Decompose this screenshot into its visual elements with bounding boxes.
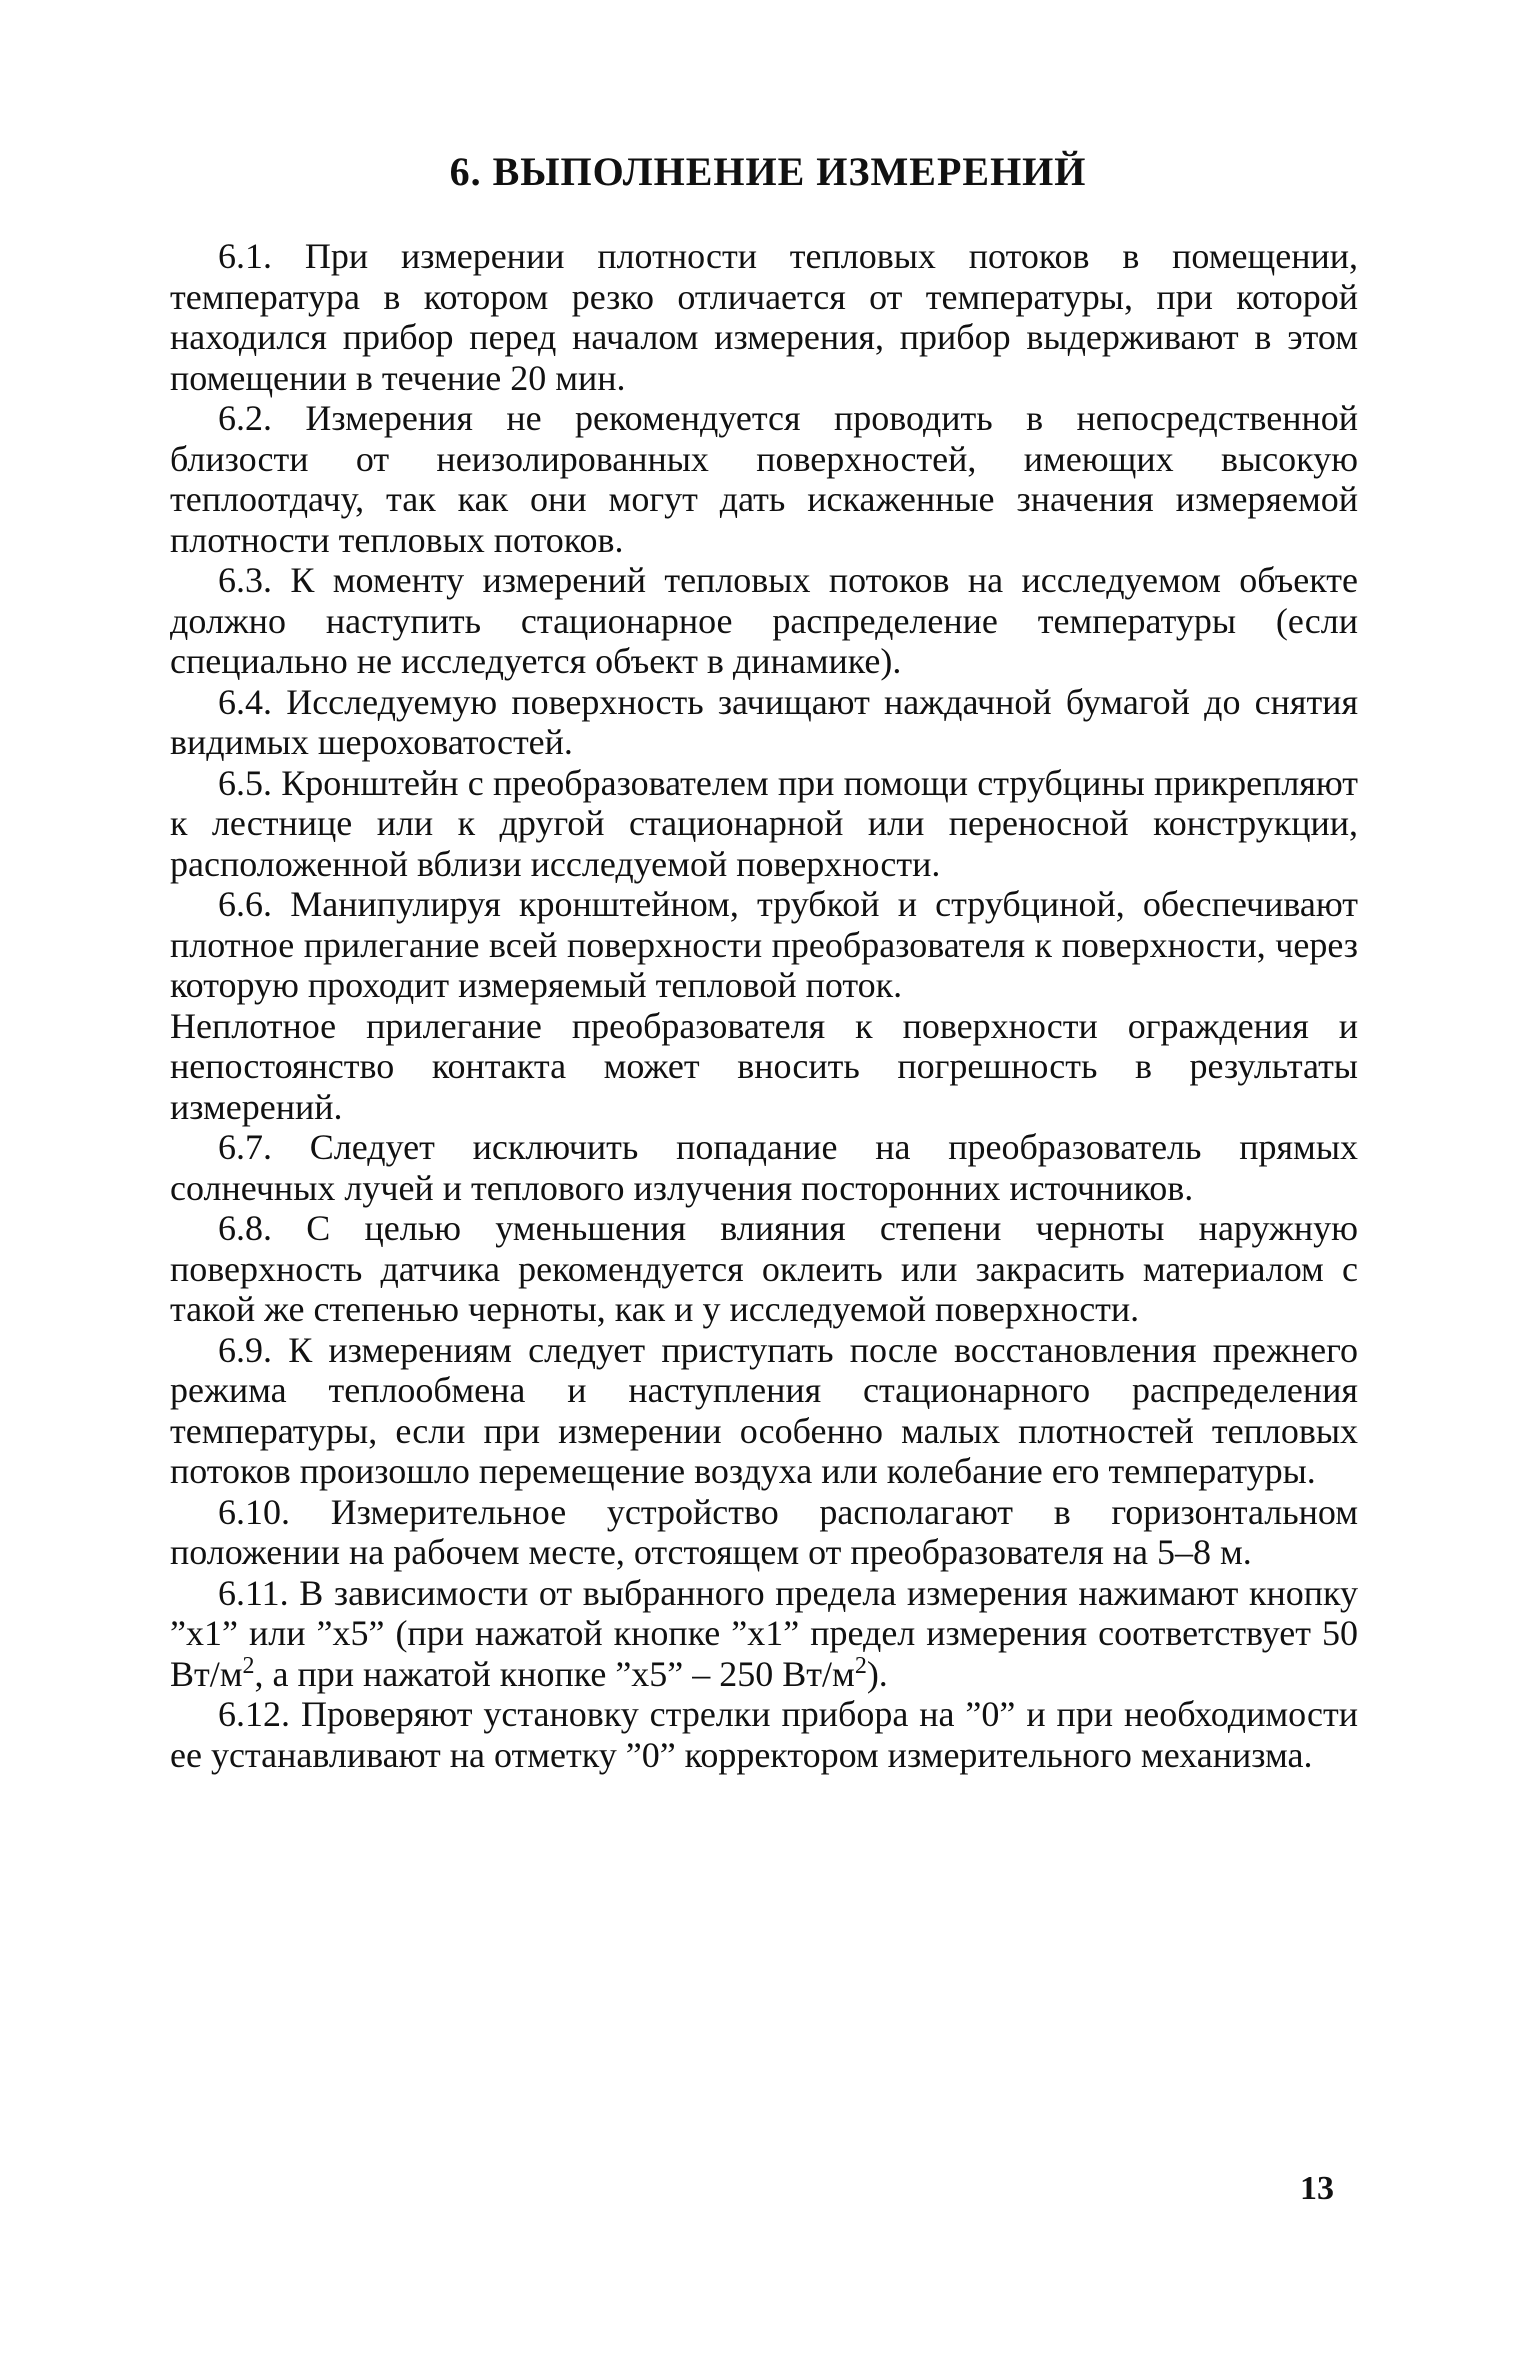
paragraph-6-6-note: Неплотное прилегание преобразователя к поверхности ограждения и непостоянство контакта может вносить погрешность в результаты измерений. xyxy=(170,1005,1358,1127)
page-number: 13 xyxy=(1300,2170,1334,2207)
paragraph-6-10: 6.10. Измерительное устройство располагают в горизонтальном положении на рабочем месте, отстоящем от преобразователя на 5–8 м. xyxy=(170,1491,1358,1572)
paragraph-6-6: 6.6. Манипулируя кронштейном, трубкой и струбциной, обеспечивают плотное прилегание всей поверхности преобразователя к поверхности, через которую проходит измеряемый тепловой поток. xyxy=(170,884,1358,1005)
paragraph-6-5: 6.5. Кронштейн с преобразователем при помощи струбцины прикрепляют к лестнице или к другой стационарной или переносной конструкции, расположенной вблизи исследуемой поверхности. xyxy=(170,762,1358,884)
paragraph-6-4: 6.4. Исследуемую поверхность зачищают наждачной бумагой до снятия видимых шероховатостей. xyxy=(170,681,1359,762)
body-text xyxy=(170,236,1358,1775)
paragraph-6-7: 6.7. Следует исключить попадание на преобразователь прямых солнечных лучей и теплового излучения посторонних источников. xyxy=(170,1127,1359,1208)
paragraph-6-8: 6.8. С целью уменьшения влияния степени черноты наружную поверхность датчика рекомендуется оклеить или закрасить материалом с такой же степенью черноты, как и у исследуемой поверхности. xyxy=(170,1208,1359,1329)
paragraph-6-12: 6.12. Проверяют установку стрелки прибора на ”0” и при необходимости ее устанавливают на отметку ”0” корректором измерительного механизма. xyxy=(170,1694,1359,1775)
paragraph-6-3: 6.3. К моменту измерений тепловых потоков на исследуемом объекте должно наступить стационарное распределение температуры (если специально не исследуется объект в динамике). xyxy=(170,560,1358,681)
paragraph-6-9: 6.9. К измерениям следует приступать после восстановления прежнего режима теплообмена и наступления стационарного распределения температуры, если при измерении особенно малых плотностей тепловых потоков произошло перемещение воздуха или колебание его температуры. xyxy=(170,1329,1358,1491)
section-title: 6. ВЫПОЛНЕНИЕ ИЗМЕРЕНИЙ xyxy=(449,149,1087,194)
paragraph-6-1: 6.1. При измерении плотности тепловых потоков в помещении, температура в котором резко отличается от температуры, при которой находился прибор перед началом измерения, прибор выдерживают в этом помещении в течение 20 мин. xyxy=(170,236,1359,398)
paragraph-6-2: 6.2. Измерения не рекомендуется проводить в непосредственной близости от неизолированных поверхностей, имеющих высокую теплоотдачу, так как они могут дать искаженные значения измеряемой плотности тепловых потоков. xyxy=(170,398,1358,560)
paragraph-6-11: 6.11. В зависимости от выбранного предела измерения нажимают кнопку ”х1” или ”х5” (при нажатой кнопке ”х1” предел измерения соответствует 50 $Вт/м^2$, а при нажатой кнопке ”х5” – 250 $Вт/м^2$). xyxy=(170,1572,1359,1694)
